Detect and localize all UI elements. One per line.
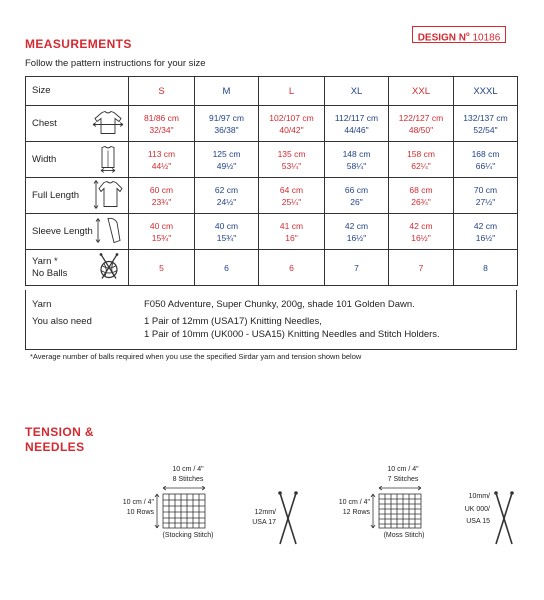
tension2-swatch-grid-icon (370, 486, 426, 535)
width-xl: 148 cm 58¼" (325, 142, 389, 178)
chest-m: 91/97 cm 36/38" (195, 106, 259, 142)
sleeve-length-label-cell (26, 214, 129, 250)
width-label: Width (32, 153, 57, 165)
tension1-stitch-name: (Stocking Stitch) (162, 532, 214, 539)
tension1-height-label: 10 cm / 4" (122, 499, 154, 506)
yarn-info-block (25, 290, 517, 350)
full-length-label-cell (26, 178, 129, 214)
size-l: L (259, 77, 325, 106)
size-xl: XL (325, 77, 389, 106)
sleeve-length-row (26, 214, 518, 250)
design-sup: o (466, 32, 470, 38)
full-length-m: 62 cm 24½" (195, 178, 259, 214)
yarn-balls-l: 6 (259, 250, 325, 286)
full-length-label: Full Length (32, 189, 80, 201)
design-prefix: DESIGN N (417, 32, 467, 44)
yarn-balls-xxl: 7 (389, 250, 454, 286)
tension1-swatch-grid-icon (154, 486, 210, 535)
full-length-l: 64 cm 25¼" (259, 178, 325, 214)
sleeve-length-xxl: 42 cm 16½" (389, 214, 454, 250)
sleeve-length-m: 40 cm 15¾" (195, 214, 259, 250)
sweater-length-icon (92, 179, 124, 212)
chest-xxxl: 132/137 cm 52/54" (454, 106, 518, 142)
yarn-balls-m: 6 (195, 250, 259, 286)
width-xxxl: 168 cm 66¼" (454, 142, 518, 178)
width-xxl: 158 cm 62¼" (389, 142, 454, 178)
chest-xl: 112/117 cm 44/46" (325, 106, 389, 142)
tension1-rows: 10 Rows (126, 509, 154, 516)
size-xxl: XXL (389, 77, 454, 106)
tension1-width-label: 10 cm / 4" (172, 466, 204, 473)
width-label-cell (26, 142, 129, 178)
sleeve-length-l: 41 cm 16" (259, 214, 325, 250)
knitting-needles-icon-2 (493, 490, 515, 551)
width-l: 135 cm 53¼" (259, 142, 325, 178)
tension2-height-label: 10 cm / 4" (338, 499, 370, 506)
sleeve-length-s: 40 cm 15¾" (129, 214, 195, 250)
tension-heading-line2: NEEDLES (25, 440, 85, 454)
tension2-stitch-name: (Moss Stitch) (383, 532, 425, 539)
size-xxxl: XXXL (454, 77, 518, 106)
tension1-needle-line2: USA 17 (252, 519, 276, 526)
sweater-width-icon (92, 144, 124, 175)
need-label: You also need (32, 316, 92, 327)
yarn-balls-xl: 7 (325, 250, 389, 286)
yarn-balls-label: Yarn * No Balls (32, 255, 68, 279)
width-s: 113 cm 44½" (129, 142, 195, 178)
tension2-needle-line3: USA 15 (466, 518, 490, 525)
tension1-stitches: 8 Stitches (172, 476, 204, 483)
measurements-table (25, 76, 518, 286)
width-row (26, 142, 518, 178)
sleeve-length-icon (94, 216, 124, 247)
design-number: 10186 (472, 32, 501, 44)
tension1-needle-line1: 12mm/ (254, 509, 276, 516)
yarn-balls-xxxl: 8 (454, 250, 518, 286)
chest-label: Chest (32, 117, 57, 129)
full-length-xl: 66 cm 26" (325, 178, 389, 214)
design-number-box (412, 26, 506, 43)
sleeve-length-label: Sleeve Length (32, 225, 93, 237)
chest-l: 102/107 cm 40/42" (259, 106, 325, 142)
chest-row (26, 106, 518, 142)
full-length-s: 60 cm 23¾" (129, 178, 195, 214)
tension2-stitches: 7 Stitches (387, 476, 419, 483)
yarn-balls-s: 5 (129, 250, 195, 286)
sleeve-length-xxxl: 42 cm 16½" (454, 214, 518, 250)
sleeve-length-xl: 42 cm 16½" (325, 214, 389, 250)
tension2-rows: 12 Rows (342, 509, 370, 516)
tension-heading-line1: TENSION & (25, 425, 94, 439)
full-length-xxxl: 70 cm 27½" (454, 178, 518, 214)
yarn-ball-icon (94, 252, 124, 283)
tension2-needle-line2: UK 000/ (464, 506, 490, 513)
chest-label-cell (26, 106, 129, 142)
sweater-chest-icon (92, 109, 124, 138)
chest-xxl: 122/127 cm 48/50" (389, 106, 454, 142)
knitting-needles-icon (277, 490, 299, 551)
footnote: *Average number of balls required when you use the specified Sirdar yarn and tension shown below (30, 352, 362, 361)
tension2-width-label: 10 cm / 4" (387, 466, 419, 473)
full-length-xxl: 68 cm 26¾" (389, 178, 454, 214)
yarn-balls-label-cell (26, 250, 129, 286)
size-s: S (129, 77, 195, 106)
yarn-label: Yarn (32, 299, 52, 310)
need-line-1: 1 Pair of 12mm (USA17) Knitting Needles, (144, 316, 322, 327)
intro-text: Follow the pattern instructions for your size (25, 58, 206, 69)
chest-s: 81/86 cm 32/34" (129, 106, 195, 142)
width-m: 125 cm 49½" (195, 142, 259, 178)
measurements-heading: MEASUREMENTS (25, 37, 132, 51)
yarn-value: F050 Adventure, Super Chunky, 200g, shade 101 Golden Dawn. (144, 299, 415, 310)
need-line-2: 1 Pair of 10mm (UK000 - USA15) Knitting Needles and Stitch Holders. (144, 329, 440, 340)
tension2-needle-line1: 10mm/ (468, 493, 490, 500)
yarn-balls-row (26, 250, 518, 286)
size-m: M (195, 77, 259, 106)
full-length-row (26, 178, 518, 214)
size-header-row (26, 77, 518, 106)
size-label: Size (26, 77, 129, 106)
